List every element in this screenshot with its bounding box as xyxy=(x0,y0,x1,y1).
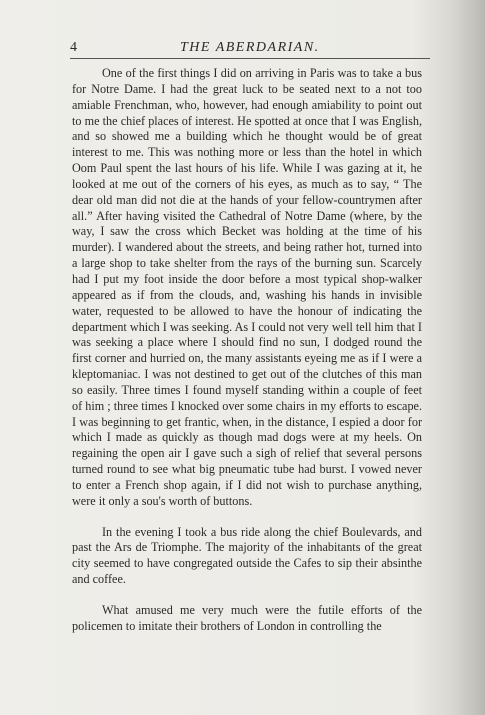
header-rule xyxy=(70,58,430,59)
page-header xyxy=(70,40,430,58)
paragraph-1: One of the first things I did on arriving in Paris was to take a bus for Notre Dame. I had the great luck to be seated next to a not too amiable Frenchman, who, however, had enough amiability to point out to me the chief places of interest. He spotted at once that I was English, and so showed me a building which he thought would be of great interest to me. This was nothing more or less than the hotel in which Oom Paul spent the last hours of his life. While I was gazing at it, he looked at me out of the corners of his eyes, as much as to say, “ The dear old man did not die at the hands of your fellow-countrymen after all.” After having visited the Cathedral of Notre Dame (where, by the way, I saw the cross which Becket was holding at the time of his murder). I wandered about the streets, and being rather hot, turned into a large shop to take shelter from the rays of the burning sun. Scarcely had I put my foot inside the door before a most typical shop-walker appeared as if from the clouds, and, washing his hands in invisible water, requested to be allowed to have the honour of indicating the department which I was seeking. As I could not very well tell him that I was seeking a place where I should find no sun, I dodged round the first corner and hurried on, the many assistants eyeing me as if I were a kleptomaniac. I was not destined to get out of the clutches of this man so easily. Three times I found myself standing within a couple of feet of him ; three times I knocked over some chairs in my efforts to escape. I was beginning to get frantic, when, in the distance, I espied a door for which I made as quickly as though mad dogs were at my heels. On regaining the open air I gave such a sigh of relief that several persons turned round to see what big pneumatic tube had burst. I vowed never to enter a French shop again, if I did not wish to purchase anything, were it only a sou's worth of buttons. xyxy=(72,66,422,508)
running-title: THE ABERDARIAN. xyxy=(180,40,320,55)
paragraph-2: In the evening I took a bus ride along the chief Boulevards, and past the Ars de Triomphe. The majority of the inhabitants of the great city seemed to have congregated outside the Cafes to sip their absinthe and coffee. xyxy=(72,524,422,587)
page-number: 4 xyxy=(70,40,77,55)
body-text xyxy=(72,66,422,635)
paragraph-3: What amused me very much were the futile efforts of the policemen to imitate their brothers of London in controlling the xyxy=(72,603,422,633)
